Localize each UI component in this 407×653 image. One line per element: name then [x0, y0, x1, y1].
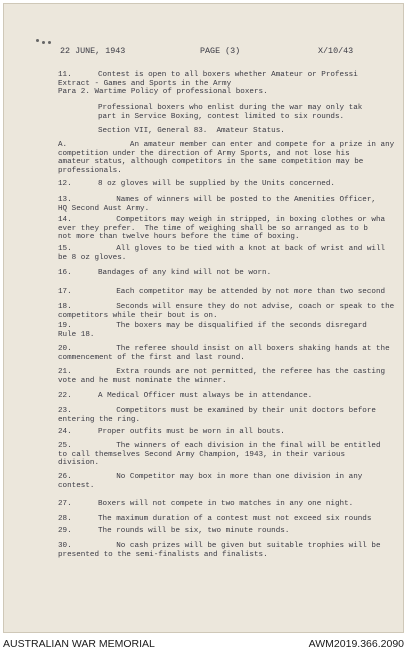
paragraph-number: 27.	[58, 500, 72, 508]
paragraph-text	[98, 500, 398, 509]
paragraph-number: 22.	[58, 392, 72, 400]
text-line: No Competitor may box in more than one division in any	[98, 473, 363, 481]
text-line: commencement of the first and last round.	[58, 353, 245, 362]
text-line: The rounds will be six, two minute rounds.	[98, 527, 290, 535]
paragraph-number: A.	[58, 141, 68, 149]
paragraph-text	[98, 515, 398, 524]
text-line: to call themselves Second Army Champion, 1943, in their various	[58, 450, 346, 459]
text-line: A Medical Officer must always be in attendance.	[98, 392, 313, 400]
text-line: division.	[58, 459, 100, 468]
text-line: Boxers will not compete in two matches in any one night.	[98, 500, 354, 508]
text-line: Each competitor may be attended by not more than two second	[98, 288, 386, 296]
paragraph-text	[98, 180, 398, 189]
text-line: 8 oz gloves will be supplied by the Units concerned.	[98, 180, 335, 188]
text-line: Seconds will ensure they do not advise, coach or speak to the	[98, 303, 395, 311]
text-line: Extra rounds are not permitted, the referee has the casting	[98, 368, 386, 376]
text-line: vote and he must nominate the winner.	[58, 376, 227, 385]
text-line: Rule 18.	[58, 330, 95, 339]
text-line: ever they prefer. The time of weighing shall be so arranged as to b	[58, 224, 368, 233]
text-line: contest.	[58, 481, 95, 490]
paragraph-number: 14.	[58, 216, 72, 224]
text-line: Competitors may weigh in stripped, in boxing clothes or wha	[98, 216, 386, 224]
paragraph-text	[98, 527, 398, 536]
text-line: The winners of each division in the final will be entitled	[98, 442, 381, 450]
text-line: professionals.	[58, 167, 122, 176]
paragraph-number: 20.	[58, 345, 72, 353]
text-line: not more than twelve hours before the time of boxing.	[58, 233, 300, 242]
paragraph-text	[98, 104, 398, 121]
paragraph-number: 21.	[58, 368, 72, 376]
paragraph-number: 18.	[58, 303, 72, 311]
archive-footer	[0, 636, 407, 653]
paragraph-text	[58, 141, 398, 176]
paragraph-number: 17.	[58, 288, 72, 296]
text-line: Extract - Games and Sports in the Army	[58, 79, 232, 88]
text-line: The maximum duration of a contest must not exceed six rounds	[98, 515, 372, 523]
paragraph-number: 28.	[58, 515, 72, 523]
paragraph-number: 13.	[58, 196, 72, 204]
text-line: Names of winners will be posted to the Amenities Officer,	[98, 196, 376, 204]
paragraph-number: 25.	[58, 442, 72, 450]
footer-source: AUSTRALIAN WAR MEMORIAL	[3, 638, 155, 650]
text-line: HQ Second Aust Army.	[58, 204, 150, 213]
text-line: Proper outfits must be worn in all bouts.	[98, 428, 285, 436]
header-date: 22 JUNE, 1943	[60, 46, 126, 56]
paragraph-number: 24.	[58, 428, 72, 436]
text-line: Professional boxers who enlist during the war may only tak	[98, 104, 363, 112]
text-line: The boxers may be disqualified if the seconds disregard	[98, 322, 367, 330]
paragraph-number: 16.	[58, 269, 72, 277]
paragraph-number: 19.	[58, 322, 72, 330]
punch-mark	[42, 41, 45, 44]
text-line: Bandages of any kind will not be worn.	[98, 269, 272, 277]
paragraph-text	[98, 392, 398, 401]
text-line: be 8 oz gloves.	[58, 253, 127, 262]
text-line: presented to the semi-finalists and finalists.	[58, 550, 268, 559]
text-line: amateur status, although competitors in the same competition may be	[58, 158, 364, 167]
text-line: Competitors must be examined by their unit doctors before	[98, 407, 376, 415]
paragraph-number: 29.	[58, 527, 72, 535]
paragraph-text	[98, 269, 398, 278]
text-line: No cash prizes will be given but suitable trophies will be	[98, 542, 381, 550]
header-page: PAGE (3)	[200, 46, 241, 56]
text-line: The referee should insist on all boxers shaking hands at the	[98, 345, 390, 353]
paragraph-text	[98, 428, 398, 437]
text-line: Para 2. Wartime Policy of professional boxers.	[58, 88, 268, 97]
text-line: Contest is open to all boxers whether Amateur or Professi	[98, 71, 358, 79]
text-line: An amateur member can enter and compete for a prize in any	[98, 141, 395, 149]
paragraph-number: 30.	[58, 542, 72, 550]
paragraph-number: 23.	[58, 407, 72, 415]
text-line: entering the ring.	[58, 415, 141, 424]
paragraph-number: 26.	[58, 473, 72, 481]
punch-mark	[48, 41, 51, 44]
footer-accession-number: AWM2019.366.2090	[308, 638, 404, 650]
paragraph-number: 12.	[58, 180, 72, 188]
paragraph-number: 15.	[58, 245, 72, 253]
text-line: All gloves to be tied with a knot at back of wrist and will	[98, 245, 386, 253]
paragraph-text	[98, 127, 398, 136]
text-line: Section VII, General 83. Amateur Status.	[98, 127, 285, 135]
header-ref: X/10/43	[318, 46, 354, 56]
punch-mark	[36, 39, 39, 42]
text-line: part in Service Boxing, contest limited to six rounds.	[98, 112, 345, 121]
text-line: competition under the direction of Army Sports, and not lose his	[58, 149, 350, 158]
paragraph-number: 11.	[58, 71, 72, 79]
paragraph-text	[98, 288, 398, 297]
text-line: competitors while their bout is on.	[58, 311, 218, 320]
